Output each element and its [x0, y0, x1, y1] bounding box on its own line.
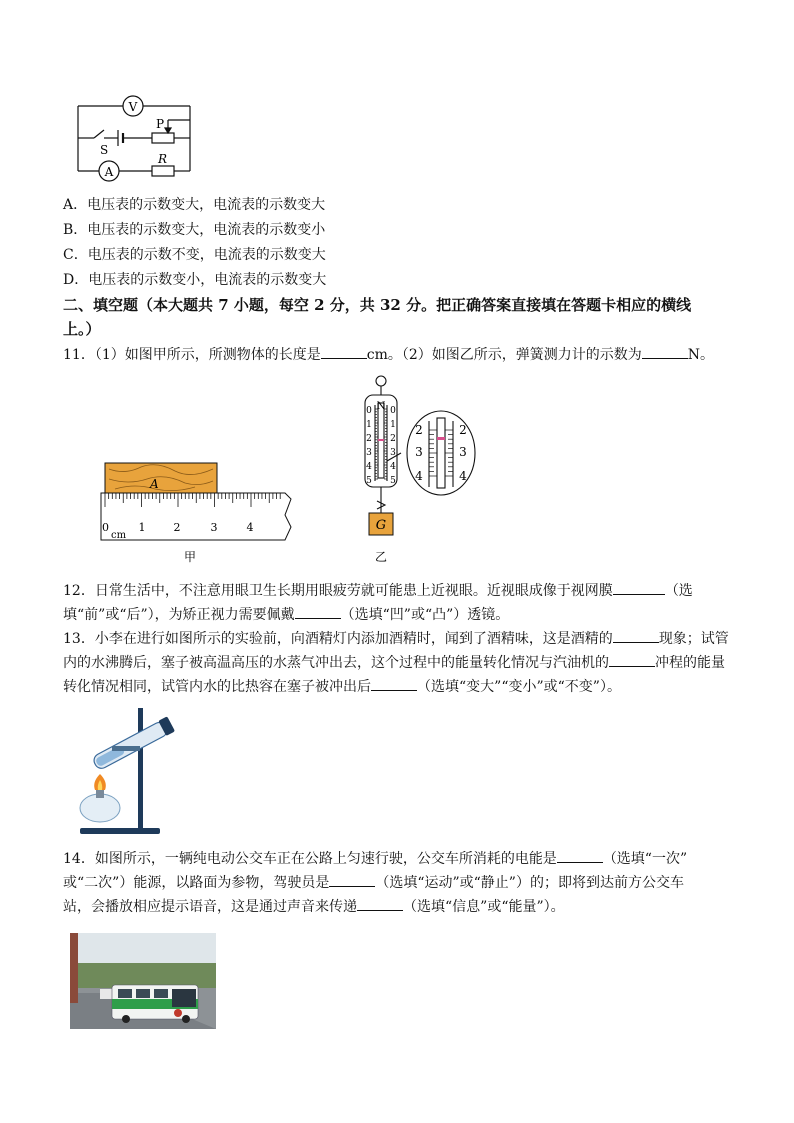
zoom-label-left: 4: [415, 469, 423, 483]
circuit-diagram: [70, 92, 200, 182]
q14-text: （选填“信息”或“能量”）。: [403, 899, 565, 915]
answer-blank: [557, 848, 603, 863]
q14-text: 14．如图所示，一辆纯电动公交车正在公路上匀速行驶，公交车所消耗的电能是: [63, 851, 557, 867]
question-14-line1: [63, 848, 687, 869]
clamp: [112, 746, 140, 751]
question-13-line3: [63, 676, 621, 697]
alcohol-lamp: [80, 794, 120, 822]
resistor-label: R: [158, 152, 168, 166]
q11-text-1: 11．（1）如图甲所示，所测物体的长度是: [63, 347, 321, 363]
stand-rod: [138, 708, 143, 832]
q12-text: 12．日常生活中，不注意用眼卫生长期用眼疲劳就可能患上近视眼。近视眼成像于视网膜: [63, 583, 613, 599]
q12-text: 填“前”或“后”），为矫正视力需要佩戴: [63, 607, 295, 623]
section-heading-cont: 上。）: [63, 320, 101, 338]
question-13-line1: [63, 628, 729, 649]
answer-blank: [609, 652, 655, 667]
zoom-label-left: 3: [415, 445, 423, 459]
ruler-unit: cm: [111, 530, 127, 541]
q14-text: 或“二次”）能源，以路面为参物，驾驶员是: [63, 875, 330, 891]
weight-label: G: [375, 518, 387, 533]
test-tube-illustration: [62, 704, 192, 839]
scale-label-left: 0: [366, 406, 372, 416]
option-b: B．电压表的示数变大，电流表的示数变小: [63, 222, 326, 238]
section-heading: 二、填空题（本大题共 7 小题，每空 2 分，共 32 分。把正确答案直接填在答题卡相应的横线: [63, 296, 692, 314]
option-d: D．电压表的示数变小，电流表的示数变大: [63, 272, 327, 288]
ruler-tick-label: 1: [138, 521, 146, 534]
answer-blank: [321, 344, 367, 359]
zoom-label-right: 2: [459, 423, 467, 437]
ruler-figure: [95, 455, 295, 570]
question-13-line2: [63, 652, 725, 673]
q11-text-3: N。: [687, 347, 715, 363]
scale-label-right: 0: [390, 406, 396, 416]
wood-block: [105, 463, 217, 493]
option-c: C．电压表的示数不变，电流表的示数变大: [63, 247, 326, 263]
object-label: A: [150, 477, 159, 491]
scale-label-left: 3: [366, 448, 372, 458]
scale-label-right: 5: [390, 476, 396, 486]
caption-yi: 乙: [374, 550, 388, 564]
question-14-line2: [63, 872, 684, 893]
scale-label-left: 2: [366, 434, 372, 444]
bus-photo: [70, 933, 216, 1029]
q13-text: 转化情况相同，试管内水的比热容在塞子被冲出后: [63, 679, 371, 695]
q13-text: 现象；试管: [658, 631, 729, 647]
zoom-label-right: 4: [459, 469, 467, 483]
scale-label-left: 1: [366, 420, 372, 430]
answer-blank: [613, 580, 665, 595]
caption-jia: 甲: [183, 550, 197, 564]
lamp-wick: [96, 790, 104, 798]
spring-scale-figure: [355, 373, 480, 568]
q13-text: 内的水沸腾后，塞子被高温高压的水蒸气冲出去，这个过程中的能量转化情况与汽油机的: [63, 655, 609, 671]
q14-text: （选填“运动”或“静止”）的；即将到达前方公交车: [375, 875, 684, 891]
scale-label-right: 2: [390, 434, 396, 444]
q14-text: （选填“一次”: [602, 851, 688, 867]
question-12-line2: [63, 604, 509, 625]
ruler-tick-label: 0: [102, 521, 109, 534]
scale-label-right: 1: [390, 420, 396, 430]
answer-blank: [357, 896, 403, 911]
answer-blank: [371, 676, 417, 691]
answer-blank: [295, 604, 341, 619]
voltmeter-label: V: [128, 100, 138, 114]
scale-label-right: 4: [390, 462, 396, 472]
q12-text: （选填“凹”或“凸”）透镜。: [340, 607, 510, 623]
answer-blank: [329, 872, 375, 887]
answer-blank: [642, 344, 688, 359]
ruler-tick-label: 4: [246, 521, 254, 534]
q13-text: （选填“变大”“变小”或“不变”）。: [417, 679, 621, 695]
question-14-line3: [63, 896, 565, 917]
ammeter-label: A: [104, 165, 114, 179]
switch-label: S: [100, 143, 109, 157]
zoom-label-right: 3: [459, 445, 467, 459]
question-12-line1: [63, 580, 693, 601]
scale-label-left: 5: [366, 476, 372, 486]
q11-text-2: cm。（2）如图乙所示，弹簧测力计的示数为: [366, 347, 642, 363]
zoom-pointer: [437, 437, 445, 440]
question-11: [63, 344, 714, 365]
stand-base: [80, 828, 160, 834]
ruler-tick-label: 2: [173, 521, 181, 534]
option-a: A．电压表的示数变大，电流表的示数变大: [63, 197, 326, 213]
zoom-label-left: 2: [415, 423, 423, 437]
ruler-tick-label: 3: [210, 521, 218, 534]
scale-label-right: 3: [390, 448, 396, 458]
answer-blank: [613, 628, 659, 643]
slider-label: P: [156, 117, 165, 131]
scale-unit: N: [376, 401, 386, 412]
scale-label-left: 4: [366, 462, 372, 472]
q13-text: 13．小李在进行如图所示的实验前，向酒精灯内添加酒精时，闻到了酒精味，这是酒精的: [63, 631, 613, 647]
q12-text: （选: [664, 583, 693, 599]
q14-text: 站，会播放相应提示语音，这是通过声音来传递: [63, 899, 357, 915]
q13-text: 冲程的能量: [655, 655, 725, 671]
